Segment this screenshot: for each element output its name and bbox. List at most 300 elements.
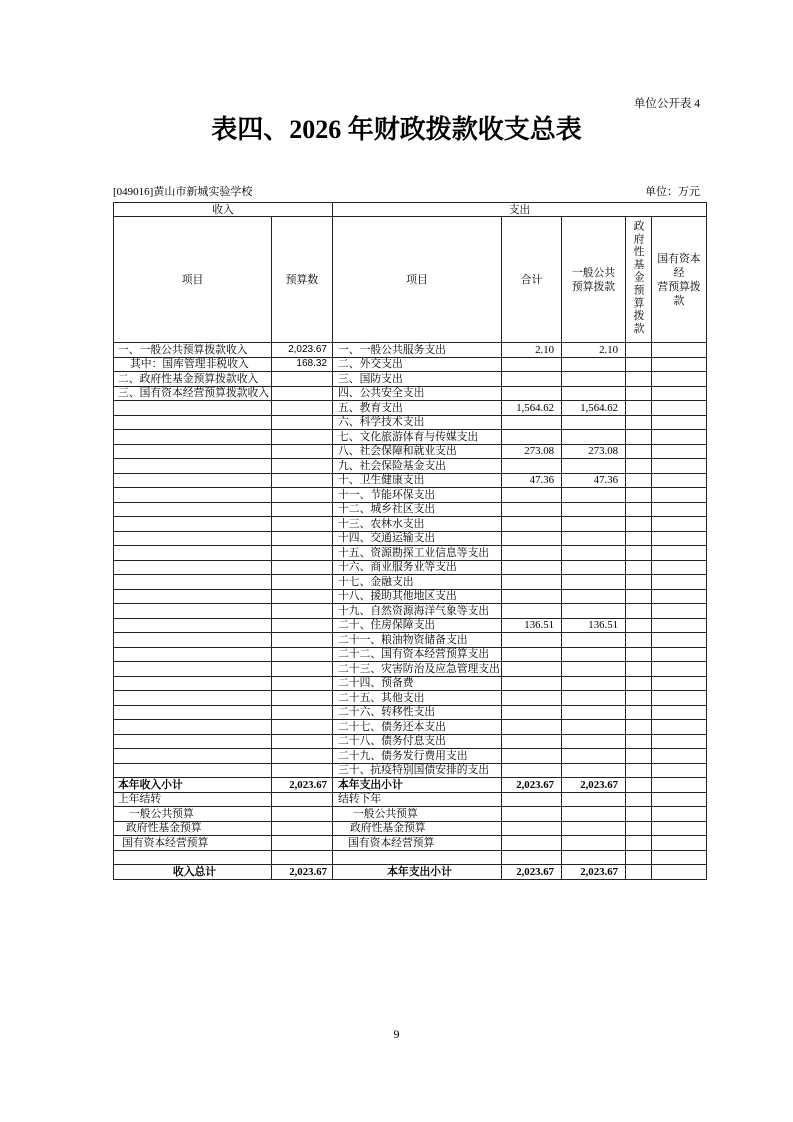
- gov-fund-cell: [626, 850, 652, 865]
- expense-total-cell: 2,023.67: [502, 865, 562, 880]
- table-row: [114, 792, 707, 807]
- expense-total-cell: 136.51: [502, 618, 562, 633]
- income-amount-cell: [272, 633, 333, 648]
- table-row: [114, 647, 707, 662]
- general-budget-cell: 2.10: [562, 343, 626, 358]
- expense-item-cell: 二十三、灾害防治及应急管理支出: [333, 662, 502, 677]
- income-amount-cell: [272, 807, 333, 822]
- income-item-cell: 其中：国库管理非税收入: [114, 357, 272, 372]
- expense-total-cell: [502, 647, 562, 662]
- expense-total-cell: [502, 575, 562, 590]
- expense-total-cell: [502, 676, 562, 691]
- gov-fund-cell: [626, 415, 652, 430]
- general-budget-cell: [562, 850, 626, 865]
- gov-fund-cell: [626, 720, 652, 735]
- income-item-cell: 收入总计: [114, 865, 272, 880]
- expense-section-header: 支出: [333, 203, 707, 217]
- expense-item-cell: 十五、资源勘探工业信息等支出: [333, 546, 502, 561]
- income-item-header: 项目: [114, 217, 272, 343]
- table-row: [114, 575, 707, 590]
- gov-fund-cell: [626, 517, 652, 532]
- table-row: [114, 734, 707, 749]
- income-amount-cell: [272, 618, 333, 633]
- state-capital-cell: [652, 792, 707, 807]
- expense-item-cell: 十六、商业服务业等支出: [333, 560, 502, 575]
- general-budget-cell: [562, 575, 626, 590]
- expense-item-cell: 二十九、债务发行费用支出: [333, 749, 502, 764]
- state-capital-cell: [652, 807, 707, 822]
- expense-total-cell: [502, 386, 562, 401]
- general-budget-cell: [562, 676, 626, 691]
- gov-fund-cell: [626, 749, 652, 764]
- gov-fund-cell: [626, 589, 652, 604]
- expense-item-cell: 政府性基金预算: [333, 821, 502, 836]
- table-row: [114, 444, 707, 459]
- income-amount-cell: [272, 502, 333, 517]
- gov-fund-cell: [626, 807, 652, 822]
- income-item-cell: [114, 647, 272, 662]
- income-item-cell: [114, 488, 272, 503]
- table-row: [114, 560, 707, 575]
- table-body: [114, 203, 707, 880]
- gov-fund-cell: [626, 763, 652, 778]
- general-budget-cell: [562, 807, 626, 822]
- gov-fund-cell: [626, 531, 652, 546]
- state-capital-cell: [652, 517, 707, 532]
- expense-item-cell: 一、一般公共服务支出: [333, 343, 502, 358]
- expense-item-cell: 十八、援助其他地区支出: [333, 589, 502, 604]
- gov-fund-cell: [626, 604, 652, 619]
- general-budget-cell: [562, 502, 626, 517]
- table-row: [114, 778, 707, 793]
- page-title: 表四、2026 年财政拨款收支总表: [211, 115, 582, 144]
- general-budget-cell: [562, 720, 626, 735]
- state-capital-header: 国有资本 经 营预算拨 款: [652, 217, 707, 343]
- expense-total-cell: [502, 662, 562, 677]
- income-amount-cell: [272, 459, 333, 474]
- gov-fund-cell: [626, 575, 652, 590]
- expense-item-header: 项目: [333, 217, 502, 343]
- table-row: [114, 821, 707, 836]
- gov-fund-cell: [626, 459, 652, 474]
- expense-total-cell: 47.36: [502, 473, 562, 488]
- table-row: [114, 749, 707, 764]
- income-item-cell: 一般公共预算: [114, 807, 272, 822]
- table-row: [114, 676, 707, 691]
- expense-total-cell: 273.08: [502, 444, 562, 459]
- income-item-cell: [114, 589, 272, 604]
- expense-item-cell: 四、公共安全支出: [333, 386, 502, 401]
- expense-total-cell: [502, 807, 562, 822]
- expense-item-cell: 三十、抗疫特别国债安排的支出: [333, 763, 502, 778]
- state-capital-cell: [652, 705, 707, 720]
- expense-total-cell: [502, 836, 562, 851]
- expense-total-cell: [502, 604, 562, 619]
- state-capital-cell: [652, 865, 707, 880]
- gov-fund-cell: [626, 865, 652, 880]
- table-row: [114, 604, 707, 619]
- gov-fund-cell: [626, 633, 652, 648]
- general-budget-cell: [562, 821, 626, 836]
- expense-item-cell: 十二、城乡社区支出: [333, 502, 502, 517]
- expense-item-cell: 七、文化旅游体育与传媒支出: [333, 430, 502, 445]
- general-budget-cell: [562, 749, 626, 764]
- table-row: [114, 401, 707, 416]
- income-item-cell: 上年结转: [114, 792, 272, 807]
- income-amount-cell: [272, 821, 333, 836]
- table-row: [114, 459, 707, 474]
- state-capital-cell: [652, 415, 707, 430]
- general-budget-cell: [562, 560, 626, 575]
- gov-fund-cell: [626, 821, 652, 836]
- general-budget-cell: [562, 734, 626, 749]
- general-budget-cell: [562, 705, 626, 720]
- table-row: [114, 691, 707, 706]
- income-item-cell: [114, 734, 272, 749]
- expense-item-cell: 十四、交通运输支出: [333, 531, 502, 546]
- general-budget-cell: 2,023.67: [562, 865, 626, 880]
- gov-fund-cell: [626, 343, 652, 358]
- general-budget-cell: [562, 633, 626, 648]
- income-item-cell: [114, 401, 272, 416]
- income-amount-cell: [272, 763, 333, 778]
- general-budget-cell: [562, 589, 626, 604]
- state-capital-cell: [652, 357, 707, 372]
- state-capital-cell: [652, 691, 707, 706]
- currency-unit-label: 单位：万元: [645, 186, 700, 198]
- gov-fund-cell: [626, 734, 652, 749]
- income-item-cell: 一、一般公共预算拨款收入: [114, 343, 272, 358]
- gov-fund-cell: [626, 778, 652, 793]
- state-capital-cell: [652, 502, 707, 517]
- income-amount-cell: 2,023.67: [272, 778, 333, 793]
- income-amount-cell: [272, 575, 333, 590]
- unit-name: [049016]黄山市新城实验学校: [113, 186, 253, 198]
- expense-total-cell: [502, 850, 562, 865]
- income-item-cell: [114, 473, 272, 488]
- income-amount-cell: [272, 604, 333, 619]
- income-item-cell: [114, 415, 272, 430]
- income-item-cell: [114, 676, 272, 691]
- table-row: [114, 343, 707, 358]
- expense-item-cell: 本年支出小计: [333, 778, 502, 793]
- income-item-cell: [114, 502, 272, 517]
- expense-total-cell: [502, 633, 562, 648]
- expense-item-cell: 五、教育支出: [333, 401, 502, 416]
- table-row: [114, 589, 707, 604]
- table-row: [114, 517, 707, 532]
- expense-total-cell: [502, 517, 562, 532]
- expense-item-cell: 九、社会保险基金支出: [333, 459, 502, 474]
- income-item-cell: [114, 705, 272, 720]
- expense-item-cell: 二十五、其他支出: [333, 691, 502, 706]
- expense-total-cell: [502, 488, 562, 503]
- expense-item-cell: 结转下年: [333, 792, 502, 807]
- page-number: 9: [393, 1027, 400, 1041]
- state-capital-cell: [652, 836, 707, 851]
- expense-total-cell: [502, 502, 562, 517]
- income-item-cell: [114, 430, 272, 445]
- gov-fund-cell: [626, 430, 652, 445]
- general-budget-cell: [562, 517, 626, 532]
- general-budget-cell: 1,564.62: [562, 401, 626, 416]
- state-capital-cell: [652, 720, 707, 735]
- income-item-cell: [114, 517, 272, 532]
- income-item-cell: [114, 531, 272, 546]
- gov-fund-cell: [626, 560, 652, 575]
- expense-item-cell: 六、科学技术支出: [333, 415, 502, 430]
- expense-total-cell: [502, 763, 562, 778]
- general-budget-cell: [562, 415, 626, 430]
- state-capital-cell: [652, 662, 707, 677]
- income-amount-cell: 168.32: [272, 357, 333, 372]
- state-capital-cell: [652, 401, 707, 416]
- gov-fund-cell: [626, 401, 652, 416]
- state-capital-cell: [652, 386, 707, 401]
- state-capital-cell: [652, 734, 707, 749]
- expense-item-cell: 十七、金融支出: [333, 575, 502, 590]
- general-budget-cell: [562, 531, 626, 546]
- state-capital-cell: [652, 589, 707, 604]
- income-item-cell: [114, 662, 272, 677]
- expense-item-cell: 二十六、转移性支出: [333, 705, 502, 720]
- general-budget-cell: [562, 372, 626, 387]
- general-budget-cell: 2,023.67: [562, 778, 626, 793]
- expense-total-cell: [502, 720, 562, 735]
- state-capital-cell: [652, 372, 707, 387]
- income-item-cell: [114, 618, 272, 633]
- expense-total-cell: [502, 531, 562, 546]
- expense-item-cell: 十九、自然资源海洋气象等支出: [333, 604, 502, 619]
- general-budget-cell: [562, 691, 626, 706]
- expense-total-cell: 1,564.62: [502, 401, 562, 416]
- expense-total-cell: [502, 459, 562, 474]
- expense-total-cell: [502, 430, 562, 445]
- income-item-cell: [114, 763, 272, 778]
- gov-fund-cell: [626, 662, 652, 677]
- state-capital-cell: [652, 459, 707, 474]
- general-budget-cell: 47.36: [562, 473, 626, 488]
- gov-fund-cell: [626, 473, 652, 488]
- expense-item-cell: 二十七、债务还本支出: [333, 720, 502, 735]
- gov-fund-cell: [626, 705, 652, 720]
- gov-fund-cell: [626, 386, 652, 401]
- expense-total-cell: [502, 357, 562, 372]
- table-row: [114, 662, 707, 677]
- income-item-cell: 国有资本经营预算: [114, 836, 272, 851]
- state-capital-cell: [652, 618, 707, 633]
- income-amount-cell: [272, 662, 333, 677]
- expense-total-cell: [502, 589, 562, 604]
- table-row: [114, 618, 707, 633]
- income-amount-cell: [272, 589, 333, 604]
- income-amount-cell: [272, 850, 333, 865]
- income-amount-cell: [272, 401, 333, 416]
- income-amount-cell: [272, 546, 333, 561]
- general-budget-cell: [562, 662, 626, 677]
- expense-total-cell: [502, 749, 562, 764]
- column-header-row: [114, 217, 707, 343]
- expense-item-cell: 十、卫生健康支出: [333, 473, 502, 488]
- expense-total-cell: [502, 546, 562, 561]
- table-row: [114, 372, 707, 387]
- table-row: [114, 633, 707, 648]
- state-capital-cell: [652, 850, 707, 865]
- table-row: [114, 865, 707, 880]
- state-capital-cell: [652, 473, 707, 488]
- income-amount-header: 预算数: [272, 217, 333, 343]
- state-capital-cell: [652, 430, 707, 445]
- income-amount-cell: [272, 386, 333, 401]
- gov-fund-cell: [626, 676, 652, 691]
- income-amount-cell: [272, 676, 333, 691]
- income-item-cell: [114, 850, 272, 865]
- general-budget-header: 一般公共 预算拨款: [562, 217, 626, 343]
- income-item-cell: [114, 691, 272, 706]
- expense-item-cell: 二十、住房保障支出: [333, 618, 502, 633]
- table-row: [114, 473, 707, 488]
- income-amount-cell: [272, 531, 333, 546]
- expense-total-cell: [502, 821, 562, 836]
- income-amount-cell: [272, 415, 333, 430]
- gov-fund-cell: [626, 647, 652, 662]
- gov-fund-cell: [626, 618, 652, 633]
- income-amount-cell: [272, 749, 333, 764]
- expense-item-cell: 二十二、国有资本经营预算支出: [333, 647, 502, 662]
- income-item-cell: 二、政府性基金预算拨款收入: [114, 372, 272, 387]
- general-budget-cell: [562, 430, 626, 445]
- income-item-cell: [114, 633, 272, 648]
- income-amount-cell: [272, 792, 333, 807]
- gov-fund-cell: [626, 372, 652, 387]
- state-capital-cell: [652, 546, 707, 561]
- expense-item-cell: [333, 850, 502, 865]
- state-capital-cell: [652, 560, 707, 575]
- expense-item-cell: 二十八、债务付息支出: [333, 734, 502, 749]
- table-row: [114, 430, 707, 445]
- state-capital-cell: [652, 763, 707, 778]
- state-capital-cell: [652, 488, 707, 503]
- expense-total-cell: [502, 705, 562, 720]
- expense-item-cell: 本年支出小计: [333, 865, 502, 880]
- income-amount-cell: 2,023.67: [272, 343, 333, 358]
- expense-item-cell: 二、外交支出: [333, 357, 502, 372]
- table-row: [114, 807, 707, 822]
- gov-fund-cell: [626, 444, 652, 459]
- expense-total-cell: [502, 415, 562, 430]
- income-amount-cell: [272, 517, 333, 532]
- income-amount-cell: [272, 836, 333, 851]
- general-budget-cell: [562, 386, 626, 401]
- income-item-cell: [114, 560, 272, 575]
- general-budget-cell: 136.51: [562, 618, 626, 633]
- gov-fund-cell: [626, 502, 652, 517]
- income-item-cell: 政府性基金预算: [114, 821, 272, 836]
- expense-total-cell: [502, 734, 562, 749]
- income-amount-cell: 2,023.67: [272, 865, 333, 880]
- state-capital-cell: [652, 444, 707, 459]
- income-amount-cell: [272, 430, 333, 445]
- state-capital-cell: [652, 604, 707, 619]
- table-row: [114, 836, 707, 851]
- income-amount-cell: [272, 560, 333, 575]
- income-item-cell: [114, 459, 272, 474]
- general-budget-cell: [562, 647, 626, 662]
- expense-total-cell: 2.10: [502, 343, 562, 358]
- income-item-cell: [114, 444, 272, 459]
- table-row: [114, 720, 707, 735]
- gov-fund-cell: [626, 792, 652, 807]
- table-row: [114, 531, 707, 546]
- income-amount-cell: [272, 488, 333, 503]
- table-row: [114, 386, 707, 401]
- expense-item-cell: 十三、农林水支出: [333, 517, 502, 532]
- gov-fund-cell: [626, 836, 652, 851]
- expense-item-cell: 三、国防支出: [333, 372, 502, 387]
- expense-total-cell: [502, 560, 562, 575]
- table-row: [114, 357, 707, 372]
- state-capital-cell: [652, 749, 707, 764]
- gov-fund-cell: [626, 691, 652, 706]
- expense-item-cell: 一般公共预算: [333, 807, 502, 822]
- general-budget-cell: 273.08: [562, 444, 626, 459]
- general-budget-cell: [562, 604, 626, 619]
- income-item-cell: [114, 720, 272, 735]
- income-item-cell: [114, 604, 272, 619]
- expense-total-cell: 2,023.67: [502, 778, 562, 793]
- income-amount-cell: [272, 734, 333, 749]
- state-capital-cell: [652, 676, 707, 691]
- general-budget-cell: [562, 792, 626, 807]
- state-capital-cell: [652, 575, 707, 590]
- income-item-cell: [114, 749, 272, 764]
- general-budget-cell: [562, 357, 626, 372]
- income-amount-cell: [272, 720, 333, 735]
- expense-item-cell: 国有资本经营预算: [333, 836, 502, 851]
- state-capital-cell: [652, 531, 707, 546]
- income-amount-cell: [272, 444, 333, 459]
- expense-total-header: 合计: [502, 217, 562, 343]
- general-budget-cell: [562, 763, 626, 778]
- table-row: [114, 415, 707, 430]
- state-capital-cell: [652, 647, 707, 662]
- gov-fund-cell: [626, 488, 652, 503]
- table-row: [114, 850, 707, 865]
- general-budget-cell: [562, 459, 626, 474]
- income-amount-cell: [272, 372, 333, 387]
- general-budget-cell: [562, 836, 626, 851]
- state-capital-cell: [652, 778, 707, 793]
- expense-item-cell: 十一、节能环保支出: [333, 488, 502, 503]
- table-row: [114, 546, 707, 561]
- gov-fund-cell: [626, 546, 652, 561]
- expense-total-cell: [502, 691, 562, 706]
- income-item-cell: 三、国有资本经营预算拨款收入: [114, 386, 272, 401]
- table-row: [114, 488, 707, 503]
- section-header-row: [114, 203, 707, 217]
- expense-item-cell: 八、社会保障和就业支出: [333, 444, 502, 459]
- general-budget-cell: [562, 546, 626, 561]
- table-number-note: 单位公开表 4: [633, 98, 700, 110]
- general-budget-cell: [562, 488, 626, 503]
- gov-fund-header: 政府性基金预算拨款: [632, 219, 645, 336]
- table-row: [114, 763, 707, 778]
- state-capital-cell: [652, 633, 707, 648]
- table-row: [114, 705, 707, 720]
- gov-fund-header-cell: [626, 217, 652, 343]
- income-amount-cell: [272, 473, 333, 488]
- expense-item-cell: 二十四、预备费: [333, 676, 502, 691]
